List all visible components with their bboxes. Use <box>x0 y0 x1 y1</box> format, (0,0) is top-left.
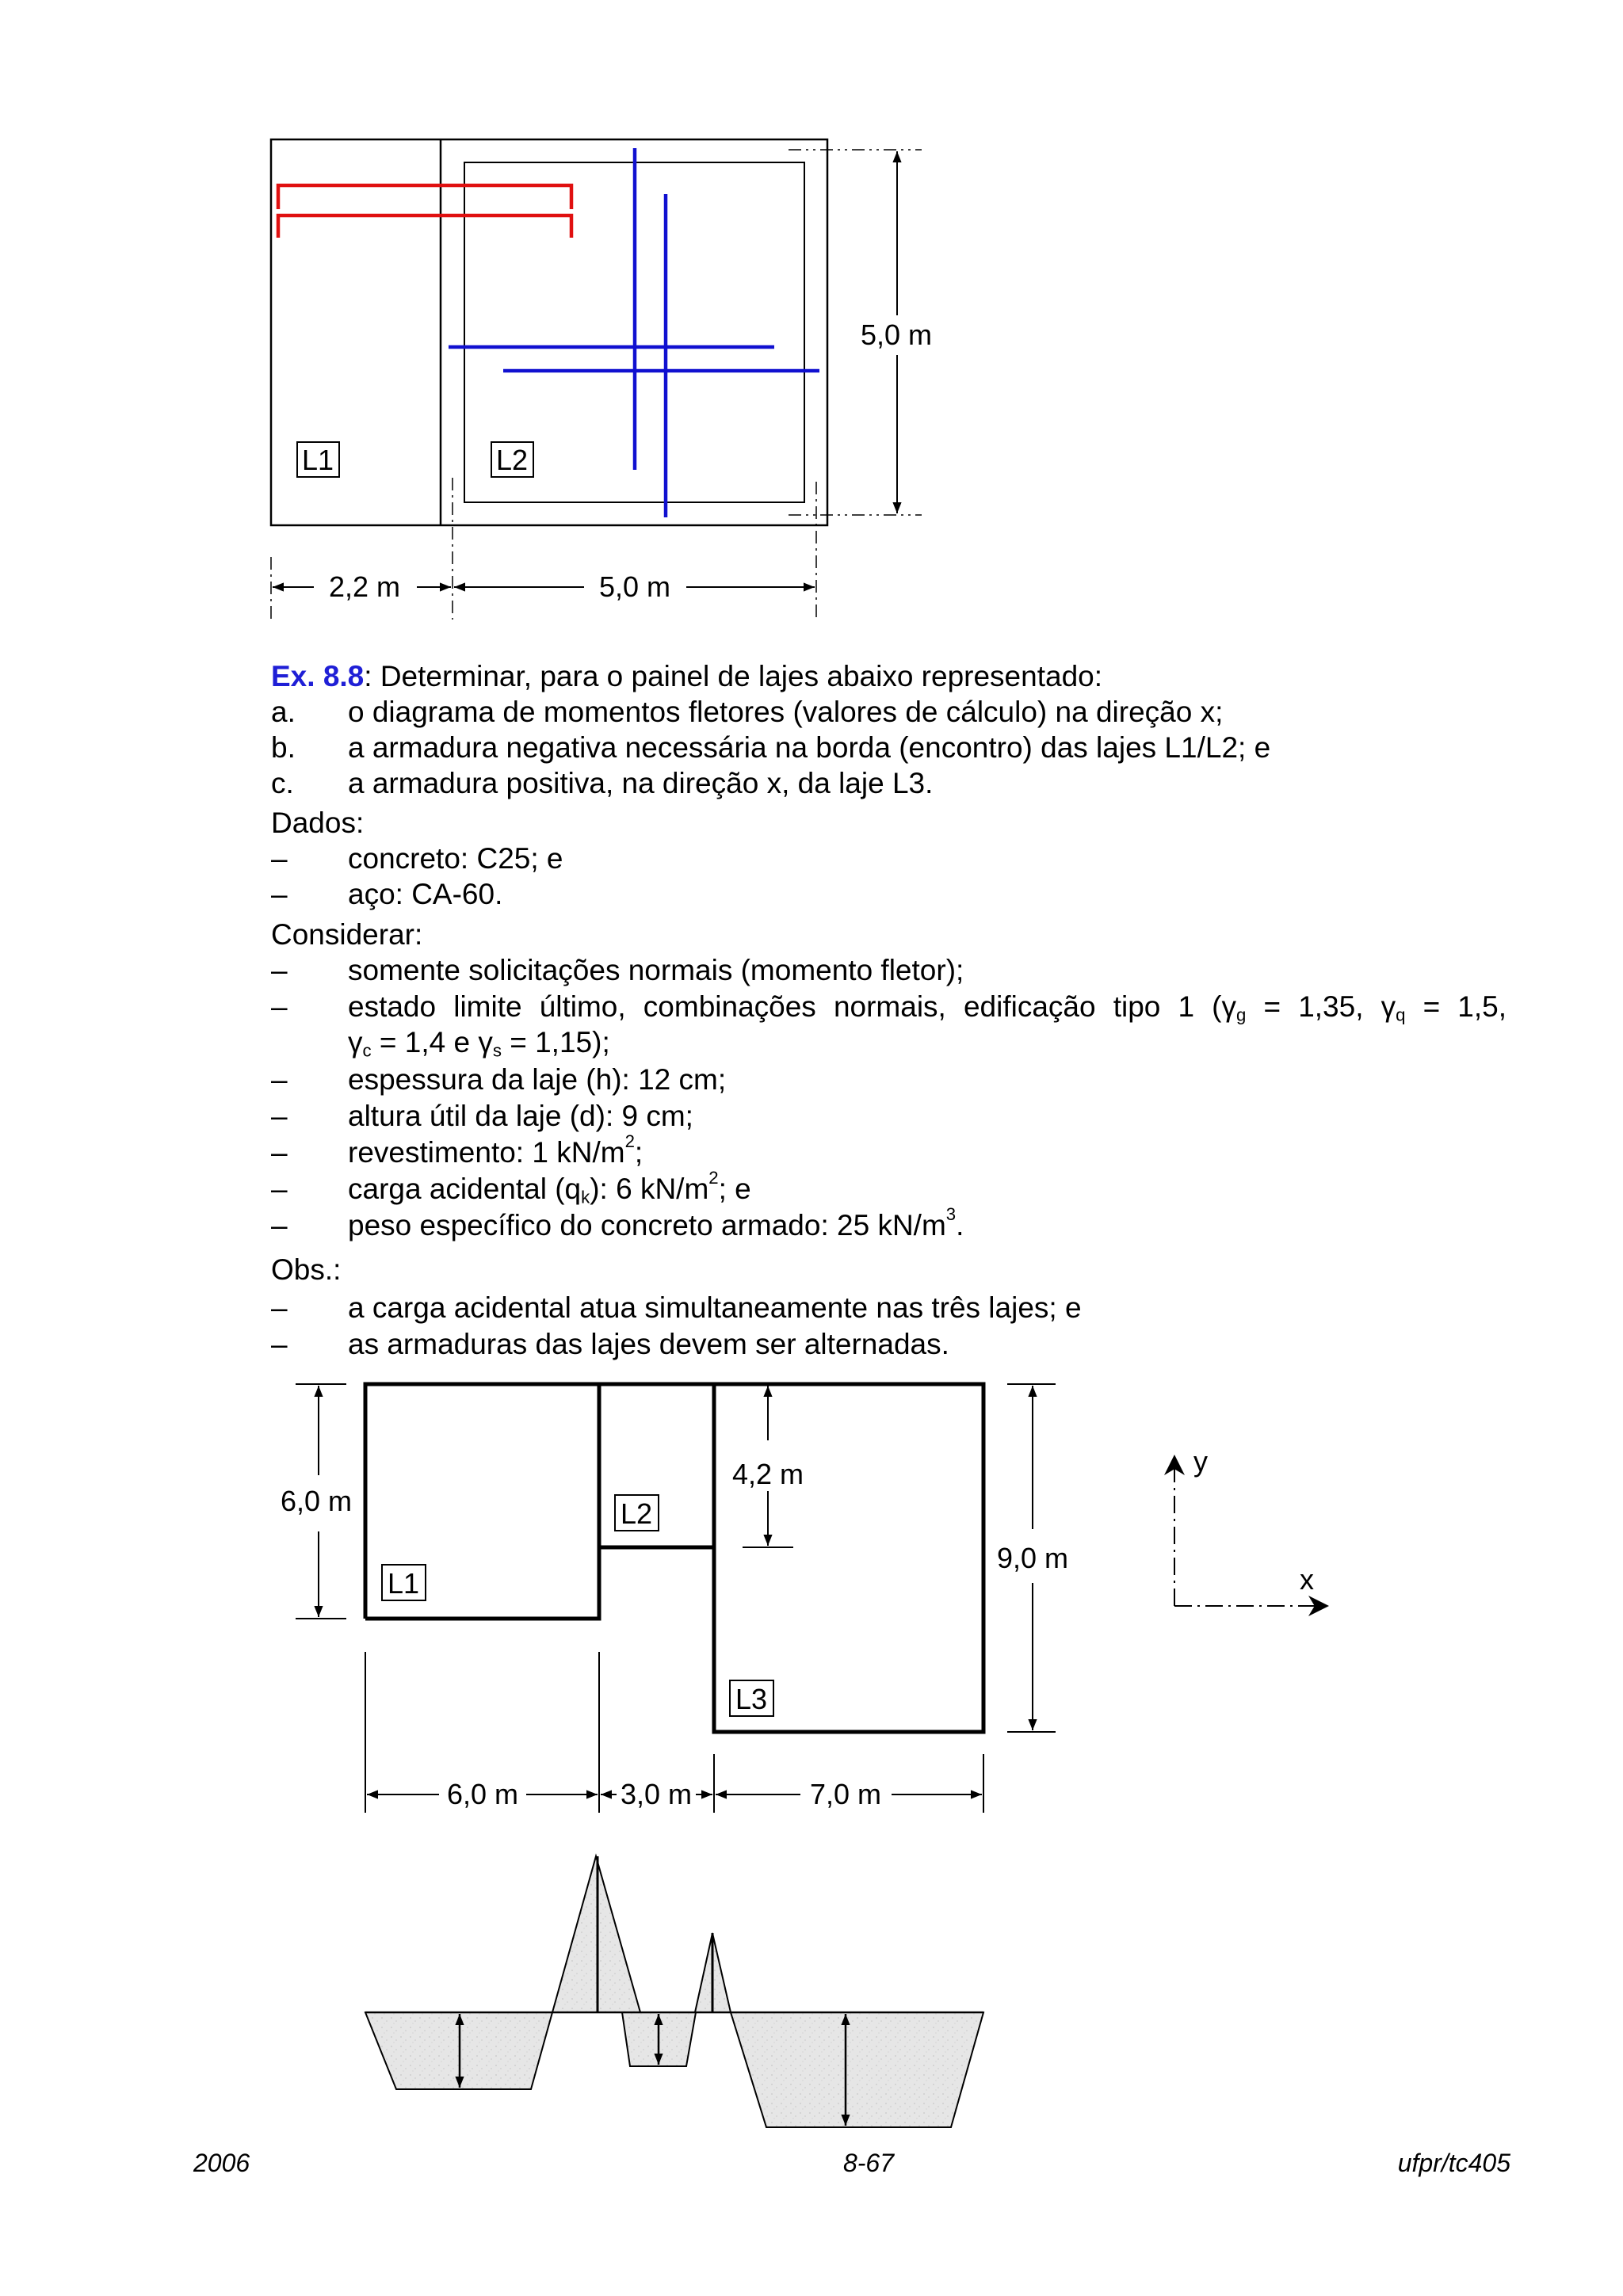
item-a-text: o diagrama de momentos fletores (valores de cálculo) na direção x; <box>348 696 1224 728</box>
slab-label-l1: L1 <box>387 1567 420 1600</box>
footer-year: 2006 <box>193 2149 250 2177</box>
slab-label-l2: L2 <box>620 1497 653 1530</box>
cons-carga-acidental: carga acidental $(q_k)$: 6 $kN/m^2$; e <box>348 1168 751 1207</box>
dados-aco: aço: CA-60. <box>348 878 503 910</box>
dimension-vertical-label: 5,0 m <box>860 318 933 351</box>
cons-elu-line2: $\gamma_c = 1,4$ e $\gamma_s = 1,15$); <box>348 1026 610 1061</box>
dimension-l1-height-label: 6,0 m <box>280 1485 353 1517</box>
cons-revestimento: revestimento: 1 $kN/m^2$; <box>348 1131 643 1169</box>
obs-dash-2: – <box>271 1328 288 1360</box>
dados-concreto: concreto: C25; e <box>348 842 563 875</box>
item-b-text: a armadura negativa necessária na borda (encontro) das lajes L1/L2; e <box>348 731 1271 764</box>
cons-elu-line1: estado limite último, combinações normais, edificação tipo 1 ($\gamma_g = 1,35$, $\gamma_q = 1,5$, <box>348 990 1507 1025</box>
cons-dash-6: – <box>271 1173 288 1205</box>
item-c-text: a armadura positiva, na direção x, da laje L3. <box>348 767 934 799</box>
item-c-marker: c. <box>271 767 294 799</box>
dimension-l2-height-label: 4,2 m <box>731 1458 804 1490</box>
cons-dash-2: – <box>271 990 288 1023</box>
slab-panel-figure <box>281 1384 1329 1813</box>
obs-carga: a carga acidental atua simultaneamente nas três lajes; e <box>348 1291 1082 1324</box>
obs-dash-1: – <box>271 1291 288 1324</box>
footer-course-code: ufpr/tc405 <box>1397 2149 1510 2177</box>
dimension-w3-label: 7,0 m <box>809 1778 882 1810</box>
cons-momento: somente solicitações normais (momento fletor); <box>348 954 964 986</box>
obs-armaduras: as armaduras das lajes devem ser alternadas. <box>348 1328 949 1360</box>
obs-label: Obs.: <box>271 1253 342 1286</box>
positive-moment-l3 <box>731 2012 983 2127</box>
dados-dash-2: – <box>271 878 288 910</box>
footer-page-number: 8-67 <box>842 2149 895 2177</box>
dimension-w2-label: 3,0 m <box>620 1778 693 1810</box>
exercise-heading <box>271 658 1102 695</box>
negative-rebar-1 <box>278 185 571 209</box>
axis-x-label: x <box>1300 1563 1314 1596</box>
dimension-total-height-label: 9,0 m <box>996 1542 1069 1574</box>
dimension-w1-label: 6,0 m <box>446 1778 519 1810</box>
exercise-intro: : Determinar, para o painel de lajes abaixo representado: <box>364 660 1103 692</box>
panel-outline <box>365 1384 983 1732</box>
slab-label-l2: L2 <box>495 444 529 476</box>
cons-dash-5: – <box>271 1136 288 1169</box>
panel-outline <box>271 139 827 525</box>
cons-dash-4: – <box>271 1100 288 1132</box>
negative-rebar-2 <box>278 215 571 238</box>
cons-dash-7: – <box>271 1209 288 1241</box>
cons-dash-1: – <box>271 954 288 986</box>
cons-altura-util: altura útil da laje (d): 9 cm; <box>348 1100 693 1132</box>
moment-diagram-figure <box>365 1856 983 2127</box>
slab-reinforcement-figure <box>271 139 939 620</box>
dimension-h1-label: 2,2 m <box>328 570 401 603</box>
slab-label-l1: L1 <box>301 444 334 476</box>
cons-peso-especifico: peso específico do concreto armado: 25 $kN/m^3$. <box>348 1204 964 1241</box>
slab-label-l3: L3 <box>735 1683 768 1715</box>
dimension-h2-label: 5,0 m <box>598 570 671 603</box>
item-a-marker: a. <box>271 696 296 728</box>
axis-y-label: y <box>1193 1445 1208 1478</box>
dados-dash-1: – <box>271 842 288 875</box>
item-b-marker: b. <box>271 731 296 764</box>
dados-label: Dados: <box>271 807 365 839</box>
cons-espessura: espessura da laje (h): 12 cm; <box>348 1063 727 1096</box>
cons-dash-3: – <box>271 1063 288 1096</box>
considerar-label: Considerar: <box>271 918 423 951</box>
exercise-number: Ex. 8.8 <box>271 660 365 692</box>
